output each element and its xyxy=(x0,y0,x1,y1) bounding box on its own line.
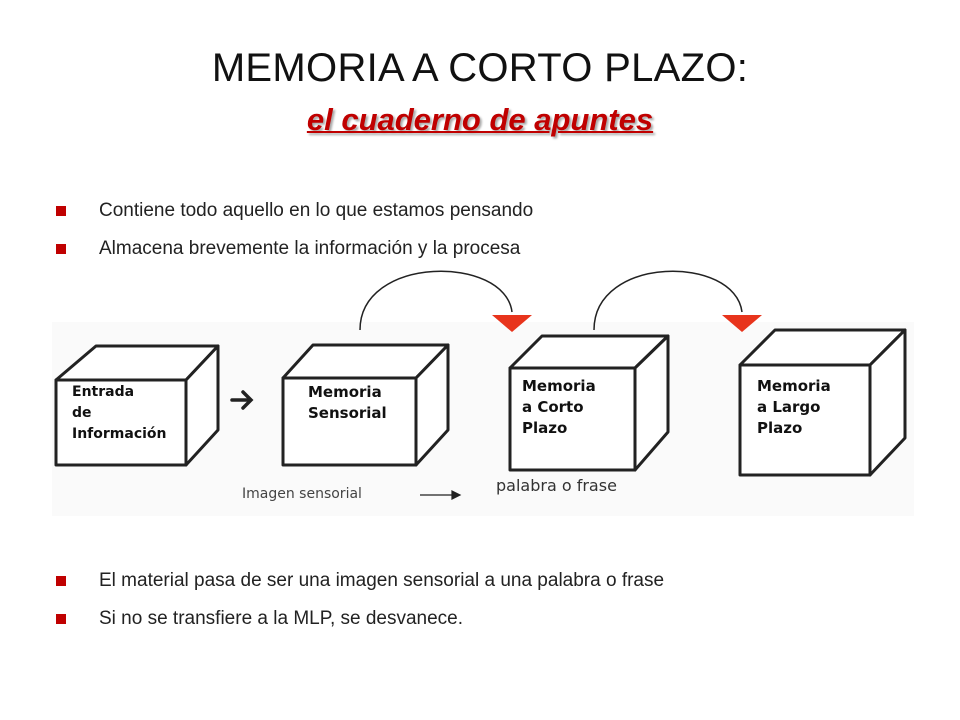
box-label-sensorial: Memoria Sensorial xyxy=(308,383,387,422)
bullet-text: Si no se transfiere a la MLP, se desvanece. xyxy=(99,608,464,629)
square-bullet-icon xyxy=(56,206,66,216)
bullet-item xyxy=(56,562,916,600)
curved-arrow-2 xyxy=(594,271,742,330)
bullet-list-bottom xyxy=(56,562,916,638)
bullet-text: Almacena brevemente la información y la procesa xyxy=(99,238,521,259)
square-bullet-icon xyxy=(56,244,66,254)
curved-arrow-1 xyxy=(360,271,512,330)
bullet-list-top xyxy=(56,192,916,268)
bullet-text: El material pasa de ser una imagen sensorial a una palabra o frase xyxy=(99,570,665,591)
box-label-corto-plazo: Memoria a Corto Plazo xyxy=(522,377,596,437)
box-label-largo-plazo: Memoria a Largo Plazo xyxy=(757,377,831,437)
slide-subtitle: el cuaderno de apuntes xyxy=(306,102,654,137)
caption-imagen-sensorial: Imagen sensorial xyxy=(242,486,362,502)
caption-palabra-o-frase: palabra o frase xyxy=(496,476,617,495)
bullet-item xyxy=(56,192,916,230)
memory-flow-diagram xyxy=(0,260,960,530)
slide-title: MEMORIA A CORTO PLAZO: xyxy=(211,46,749,90)
square-bullet-icon xyxy=(56,576,66,586)
bullet-item xyxy=(56,600,916,638)
box-label-entrada: Entrada de Información xyxy=(72,384,167,442)
bullet-text: Contiene todo aquello en lo que estamos pensando xyxy=(99,200,534,221)
square-bullet-icon xyxy=(56,614,66,624)
